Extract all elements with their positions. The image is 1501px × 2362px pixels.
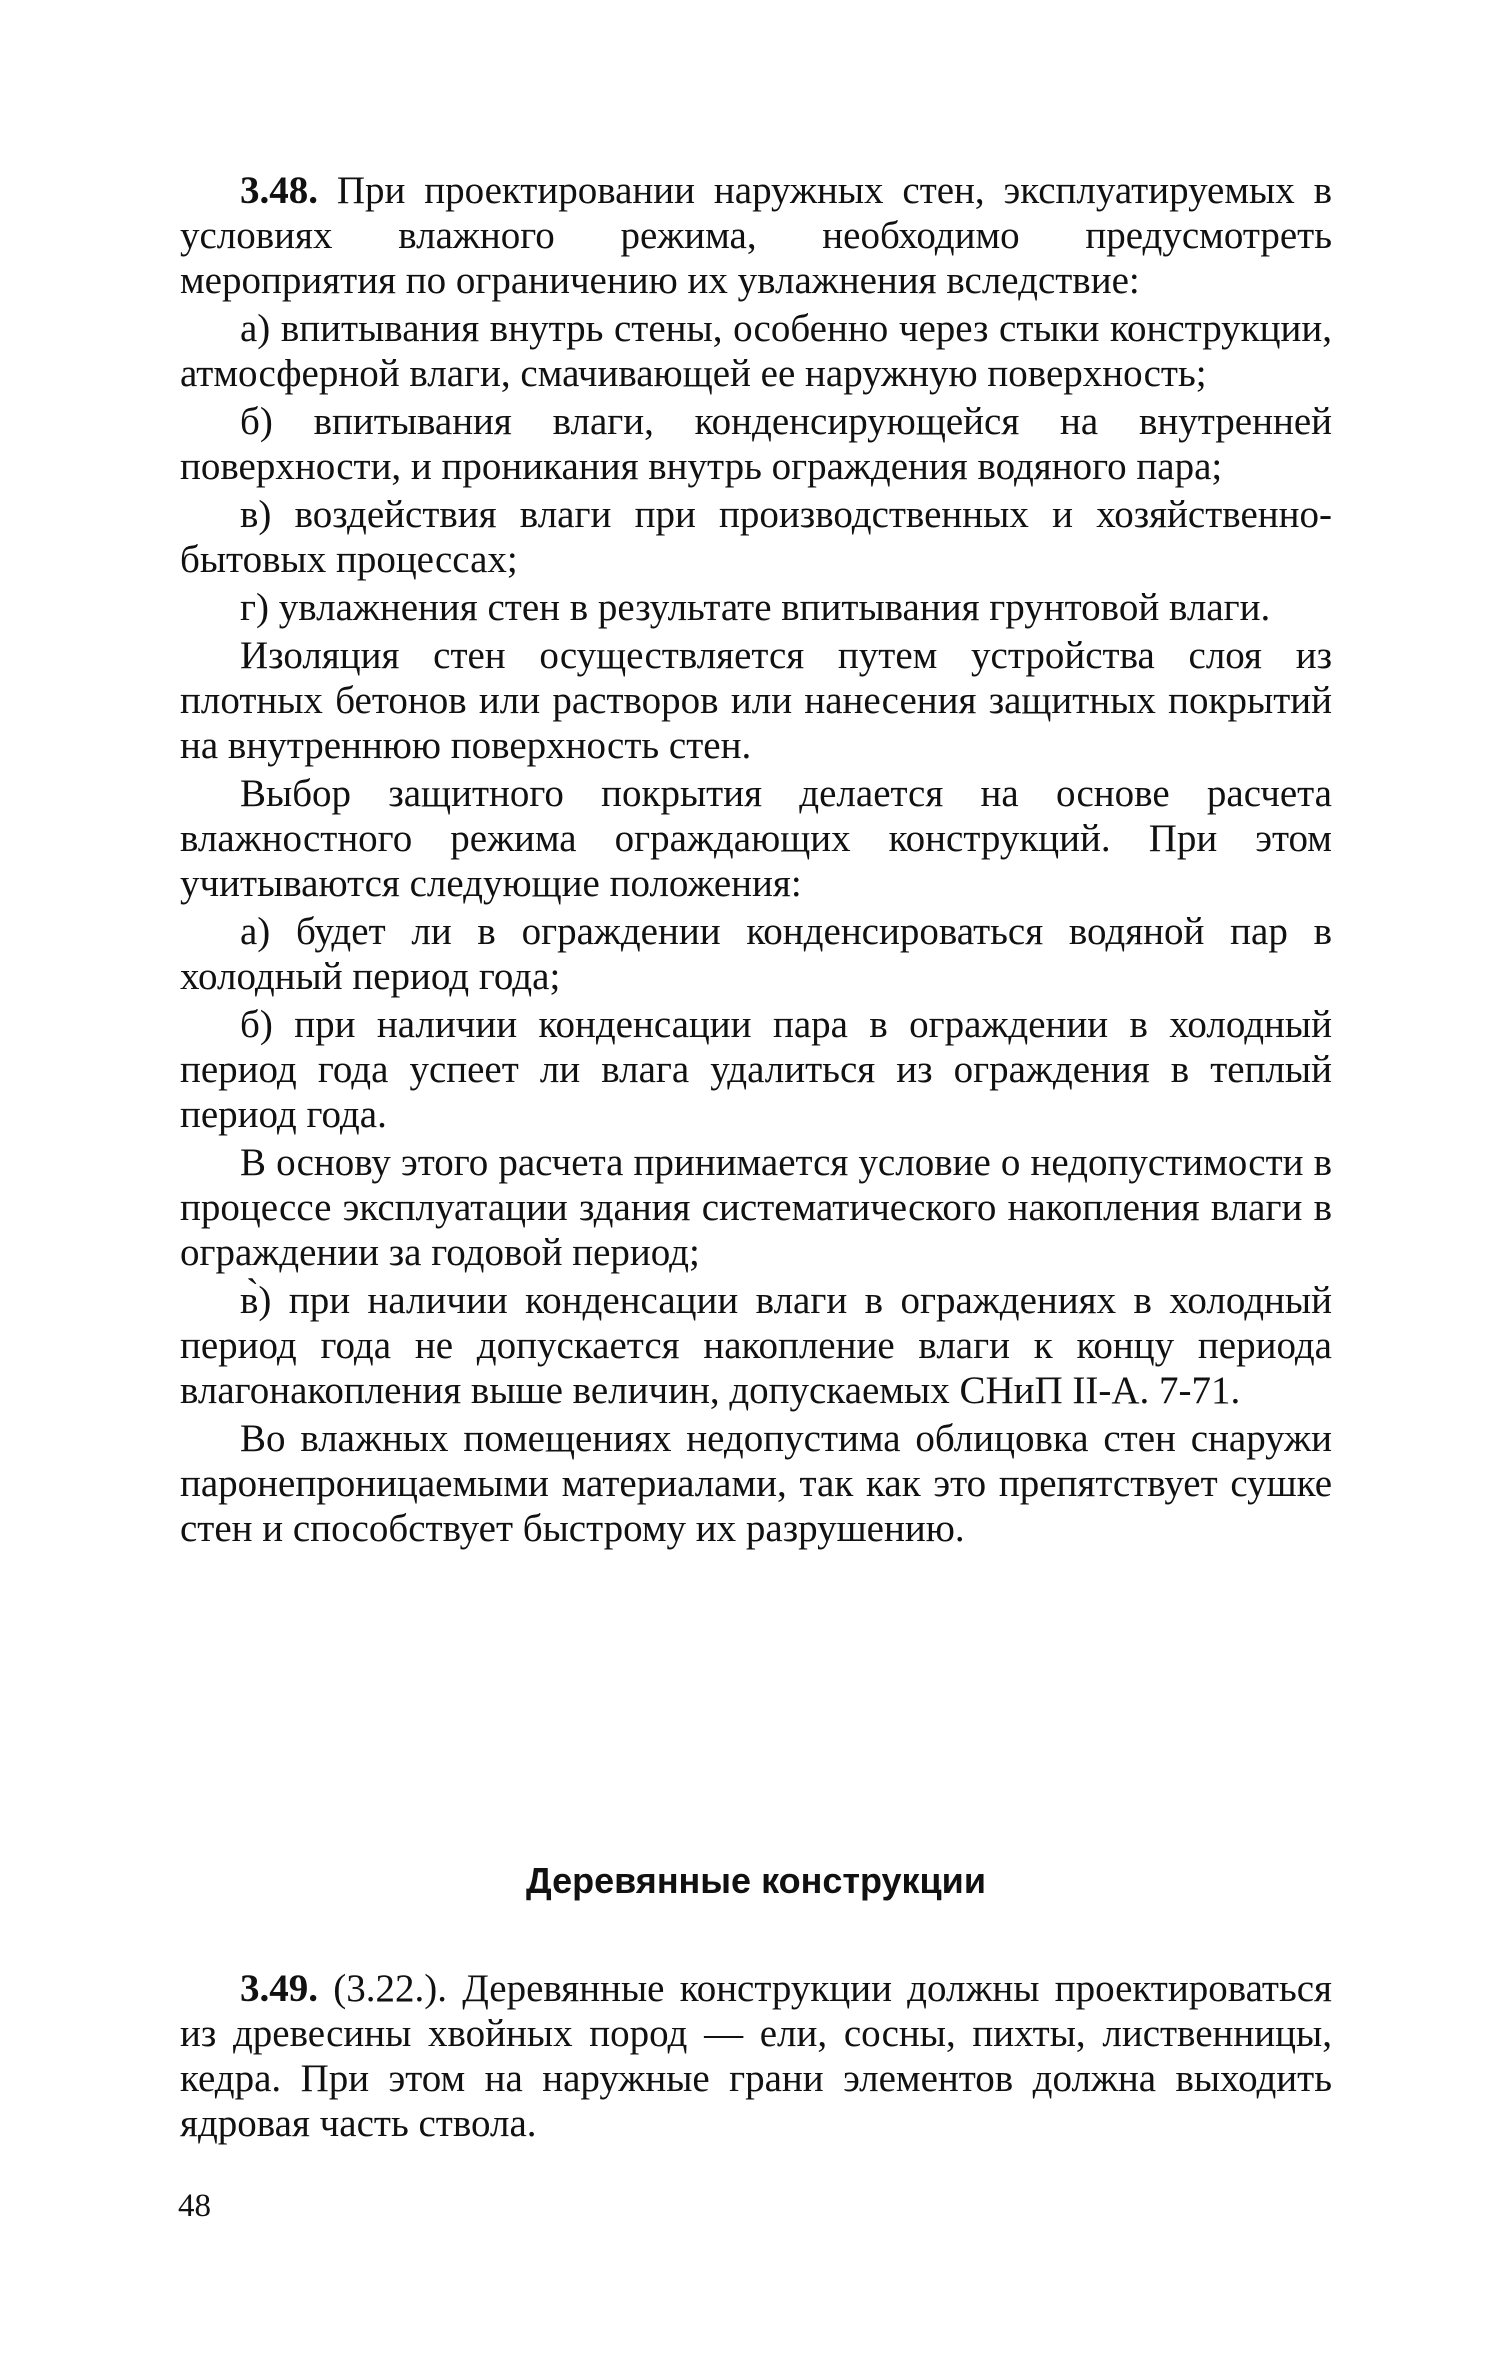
paragraph-wood [180, 1966, 1332, 2146]
paragraph-text: При проектировании наружных стен, эксплуатируемых в условиях влажного режима, необходимо предусмотреть мероприятия по ограничению их увлажнения вследствие: [180, 169, 1332, 302]
list-item-b: б) впитывания влаги, конденсирующейся на внутренней поверхности, и проникания внутрь ограждения водяного пара; [180, 400, 1332, 488]
paragraph-isolation: Изоляция стен осуществляется путем устройства слоя из плотных бетонов или растворов или нанесения защитных покрытий на внутреннюю поверхность стен. [180, 634, 1332, 767]
list-item-g: г) увлажнения стен в результате впитывания грунтовой влаги. [240, 586, 1271, 629]
page-number: 48 [178, 2188, 211, 2224]
list-item-v: в) воздействия влаги при производственных и хозяйственно-бытовых процессах; [180, 493, 1332, 581]
paragraph-choice: Выбор защитного покрытия делается на основе расчета влажностного режима ограждающих конструкций. При этом учитываются следующие положения: [180, 772, 1332, 905]
condition-item-a: а) будет ли в ограждении конденсироваться водяной пар в холодный период года; [180, 910, 1332, 998]
paragraph-intro [180, 168, 1332, 303]
section-3-49 [180, 1966, 1332, 2146]
section-heading: Деревянные конструкции [526, 1860, 986, 1901]
condition-item-b: б) при наличии конденсации пара в ограждении в холодный период года успеет ли влага удалиться из ограждения в теплый период года. [180, 1003, 1332, 1136]
section-number: 3.49. [240, 1967, 318, 2010]
list-item-a: а) впитывания внутрь стены, особенно через стыки конструкции, атмосферной влаги, смачивающей ее наружную поверхность; [180, 307, 1332, 395]
paragraph-wet-rooms: Во влажных помещениях недопустима облицовка стен снаружи паронепроницаемыми материалами, так как это препятствует сушке стен и способствует быстрому их разрушению. [180, 1417, 1332, 1550]
section-3-48 [180, 168, 1332, 1551]
paragraph-basis: В основу этого расчета принимается условие о недопустимости в процессе эксплуатации здания систематического накопления влаги в ограждении за годовой период; [180, 1141, 1332, 1274]
condition-item-v: в̀) при наличии конденсации влаги в ограждениях в холодный период года не допускается накопление влаги к концу периода влагонакопления выше величин, допускаемых СНиП II-А. 7-71. [180, 1279, 1332, 1412]
paragraph-text: (3.22.). Деревянные конструкции должны проектироваться из древесины хвойных пород — ели, сосны, пихты, лиственницы, кедра. При этом на наружные грани элементов должна выходить ядровая часть ствола. [180, 1967, 1332, 2145]
section-number: 3.48. [240, 169, 318, 212]
